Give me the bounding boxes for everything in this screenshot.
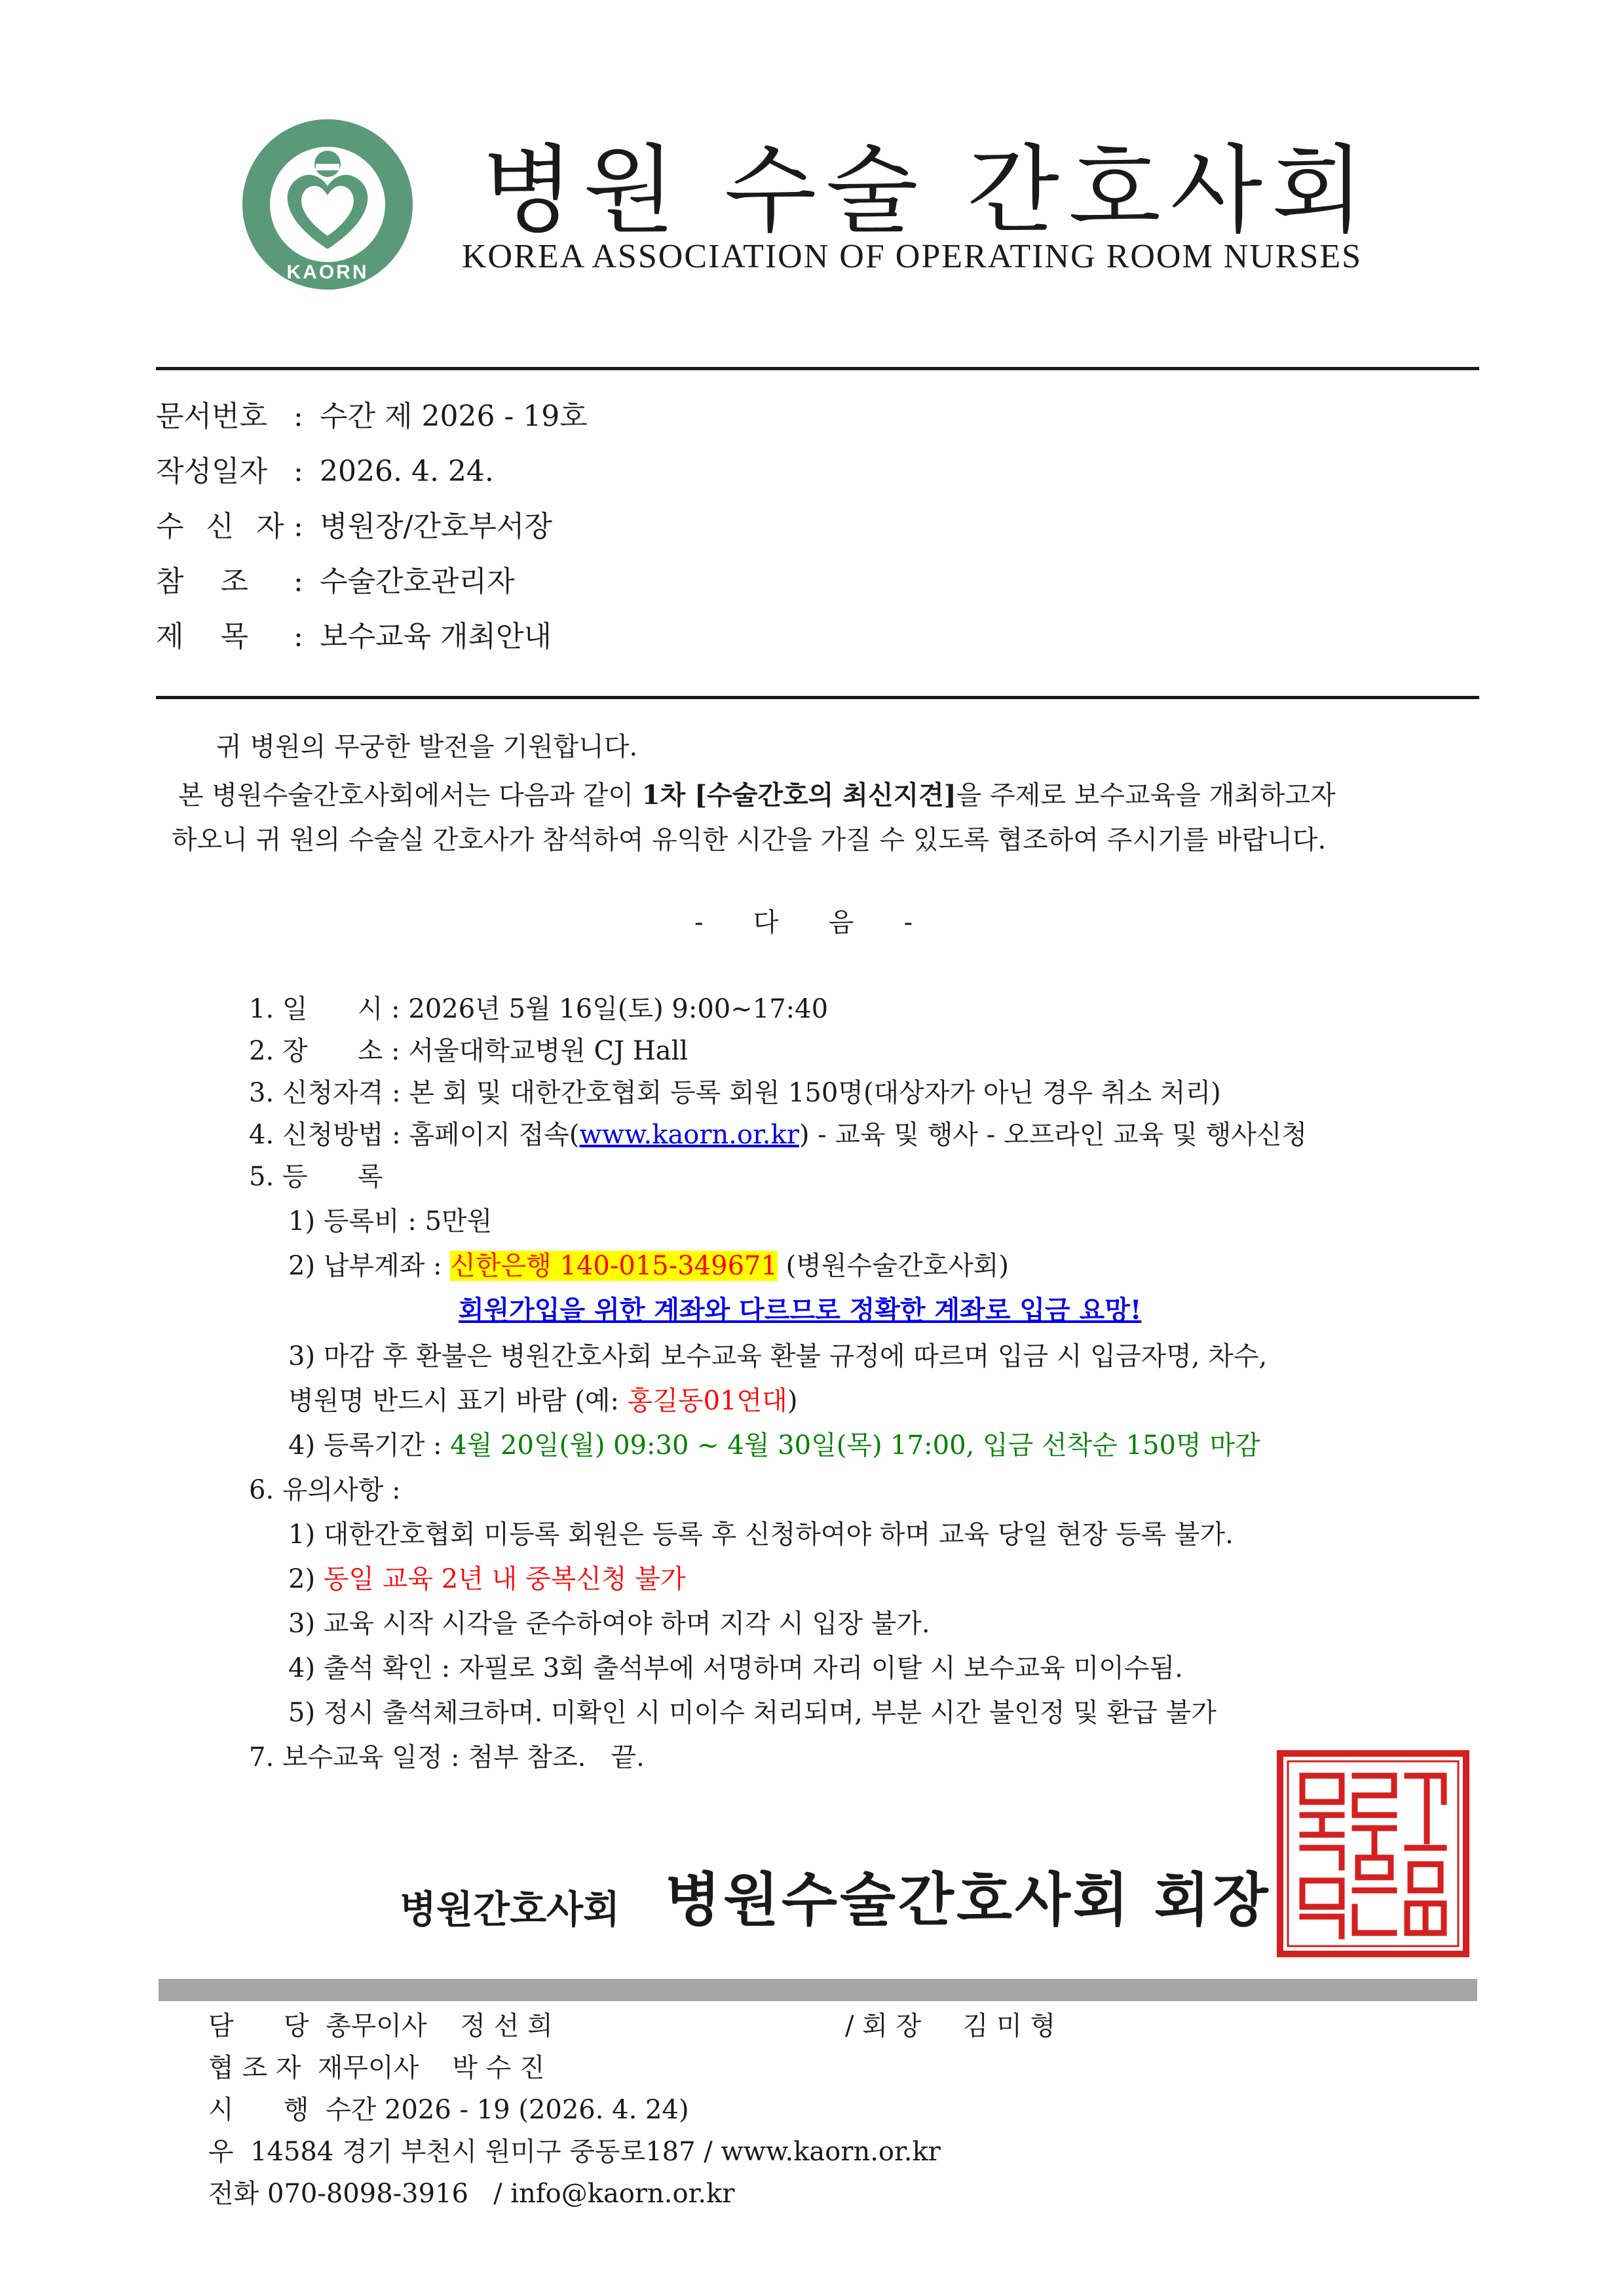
item-datetime: 1. 일 시 : 2026년 5월 16일(토) 9:00~17:40 [249,994,829,1024]
footer-divider-bar [159,1979,1477,2001]
meta-doc-number: 문서번호 : 수간 제 2026 - 19호 [156,400,588,433]
homepage-link[interactable]: www.kaorn.or.kr [579,1120,799,1150]
meta-divider [156,696,1479,699]
note-3: 3) 교육 시작 시각을 준수하여야 하며 지각 시 입장 불가. [288,1609,930,1639]
intro-line-2: 하오니 귀 원의 수술실 간호사가 참석하여 유익한 시간을 가질 수 있도록 협조하여 주시기를 바랍니다. [172,825,1327,855]
item-fee: 1) 등록비 : 5만원 [288,1206,493,1236]
meta-subject: 제 목 : 보수교육 개최안내 [156,620,552,653]
item-refund: 3) 마감 후 환불은 병원간호사회 보수교육 환불 규정에 따르며 입금 시 입금자명, 차수, [288,1341,1268,1371]
greeting: 귀 병원의 무궁한 발전을 기원합니다. [216,732,638,762]
note-5: 5) 정시 출석체크하며. 미확인 시 미이수 처리되며, 부분 시간 불인정 및 환급 불가 [288,1698,1217,1728]
footer-phone-email: 전화 070-8098-3916 / info@kaorn.or.kr [208,2179,735,2209]
top-divider [156,367,1479,370]
signature-org: 병원간호사회 [400,1887,620,1932]
item-notes: 6. 유의사항 : [249,1475,401,1505]
note-1: 1) 대한간호협회 미등록 회원은 등록 후 신청하여야 하며 교육 당일 현장 등록 불가. [288,1520,1234,1550]
item-venue: 2. 장 소 : 서울대학교병원 CJ Hall [249,1036,689,1066]
official-seal [1276,1750,1470,1958]
org-name-english: KOREA ASSOCIATION OF OPERATING ROOM NURSES [462,238,1363,275]
bank-account-highlight: 신한은행 140-015-349671 [450,1251,778,1281]
account-warning: 회원가입을 위한 계좌와 다르므로 정확한 계좌로 입금 요망! [459,1295,1142,1326]
footer-address: 우 14584 경기 부천시 원미구 중동로187 / www.kaorn.or.kr [208,2137,941,2167]
footer-issuance: 시 행 수간 2026 - 19 (2026. 4. 24) [208,2095,689,2125]
org-name-korean: 병원 수술 간호사회 [482,135,1374,246]
item-registration: 5. 등 록 [249,1162,383,1192]
note-4: 4) 출석 확인 : 자필로 3회 출석부에 서명하며 자리 이탈 시 보수교육 미이수됨. [288,1653,1183,1683]
footer-contact-person: 담 당 총무이사 정 선 희 [208,2011,553,2041]
item-period: 4) 등록기간 : 4월 20일(월) 09:30 ~ 4월 30일(목) 17:00, 입금 선착순 150명 마감 [288,1430,1260,1461]
footer-cooperator: 협 조 자 재무이사 박 수 진 [208,2053,545,2083]
meta-recipient: 수 신 자 : 병원장/간호부서장 [156,510,552,543]
svg-text:KAORN: KAORN [286,261,369,283]
item-method: 4. 신청방법 : 홈페이지 접속(www.kaorn.or.kr) - 교육 및 행사 - 오프라인 교육 및 행사신청 [249,1120,1308,1150]
next-heading: - 다 음 - [694,908,913,938]
item-refund-cont: 병원명 반드시 표기 바람 (예: 홍길동01연대) [288,1386,798,1416]
item-schedule: 7. 보수교육 일정 : 첨부 참조. 끝. [249,1742,645,1772]
meta-reference: 참 조 : 수술간호관리자 [156,565,515,598]
footer-president: / 회 장 김 미 형 [845,2011,1056,2041]
item-eligibility: 3. 신청자격 : 본 회 및 대한간호협회 등록 회원 150명(대상자가 아닌 경우 취소 처리) [249,1078,1221,1108]
kaorn-logo [241,118,414,291]
signature-title: 병원수술간호사회 회장 [665,1866,1271,1934]
intro-line-1: 본 병원수술간호사회에서는 다음과 같이 1차 [수술간호의 최신지견]을 주제로 보수교육을 개최하고자 [178,780,1336,811]
note-2: 2) 동일 교육 2년 내 중복신청 불가 [288,1564,686,1594]
item-account: 2) 납부계좌 : 신한은행 140-015-349671 (병원수술간호사회) [288,1251,1009,1281]
meta-date: 작성일자 : 2026. 4. 24. [156,455,494,488]
